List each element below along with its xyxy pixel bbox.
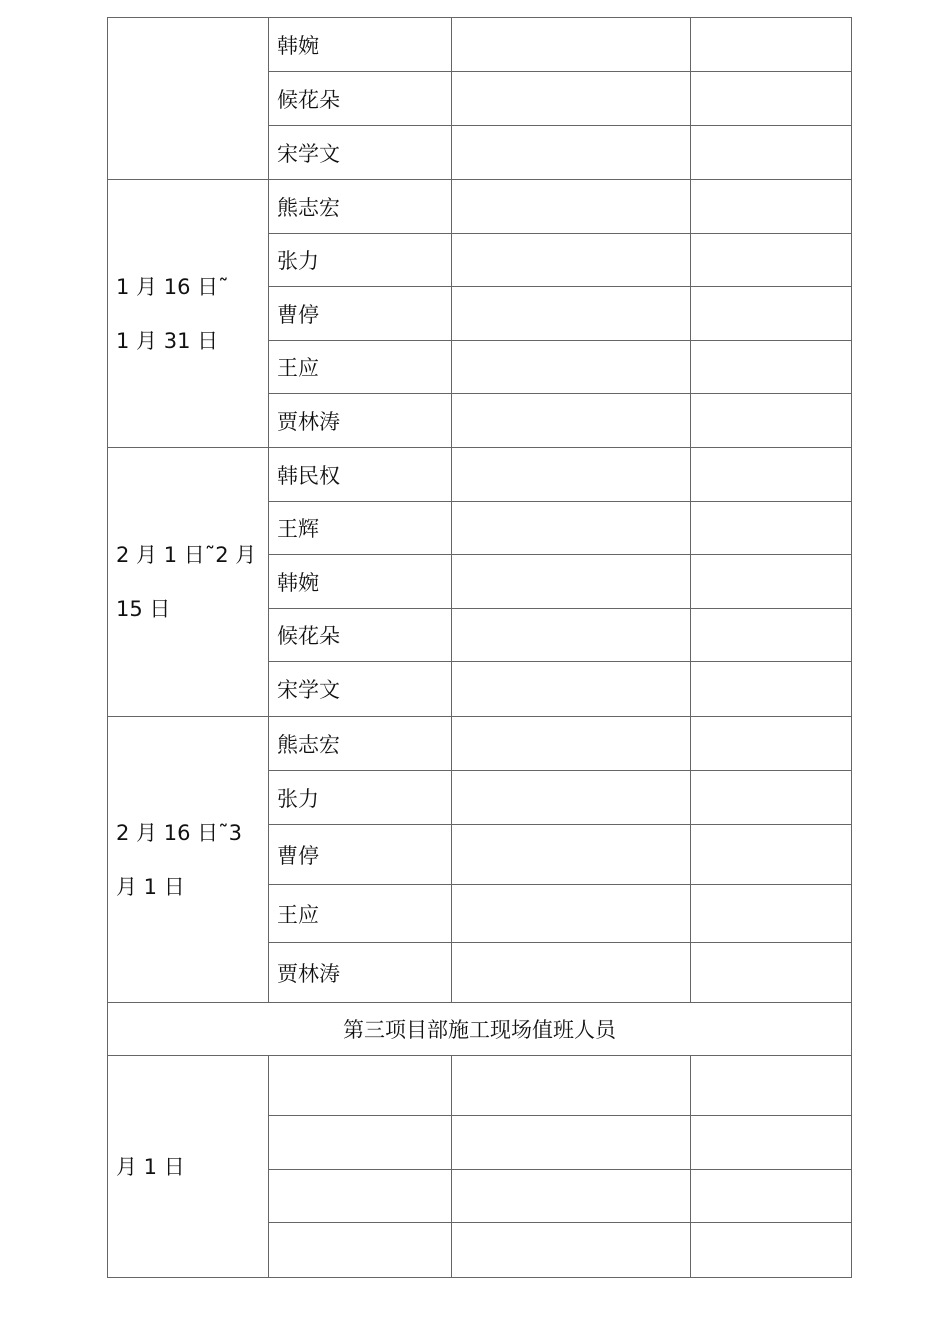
blank-cell <box>452 234 691 287</box>
name-cell <box>269 1170 452 1223</box>
blank-cell <box>452 825 691 885</box>
name-cell <box>269 1116 452 1170</box>
blank-cell <box>691 1223 852 1278</box>
name-cell: 张力 <box>269 234 452 287</box>
name-cell: 王应 <box>269 341 452 394</box>
duty-roster-table <box>107 17 852 1278</box>
period-line: 1 月 31 日 <box>116 328 219 353</box>
blank-cell <box>691 234 852 287</box>
period-line: 月 1 日 <box>116 874 185 899</box>
blank-cell <box>452 662 691 717</box>
table-row <box>108 18 852 72</box>
name-cell: 曹停 <box>269 287 452 341</box>
blank-cell <box>452 717 691 771</box>
name-cell: 王辉 <box>269 502 452 555</box>
period-cell-empty <box>108 18 269 180</box>
blank-cell <box>452 943 691 1003</box>
name-cell: 贾林涛 <box>269 394 452 448</box>
name-cell: 张力 <box>269 771 452 825</box>
blank-cell <box>691 18 852 72</box>
blank-cell <box>452 394 691 448</box>
blank-cell <box>691 771 852 825</box>
table-row <box>108 180 852 234</box>
name-cell: 候花朵 <box>269 609 452 662</box>
period-cell <box>108 448 269 717</box>
blank-cell <box>691 825 852 885</box>
blank-cell <box>691 885 852 943</box>
blank-cell <box>452 502 691 555</box>
blank-cell <box>691 287 852 341</box>
name-cell: 韩民权 <box>269 448 452 502</box>
blank-cell <box>691 1116 852 1170</box>
name-cell: 候花朵 <box>269 72 452 126</box>
name-cell: 宋学文 <box>269 662 452 717</box>
table-row <box>108 448 852 502</box>
name-cell: 熊志宏 <box>269 717 452 771</box>
blank-cell <box>691 394 852 448</box>
blank-cell <box>452 609 691 662</box>
section-title: 第三项目部施工现场值班人员 <box>108 1003 852 1056</box>
name-cell <box>269 1223 452 1278</box>
blank-cell <box>691 180 852 234</box>
blank-cell <box>691 1056 852 1116</box>
period-cell <box>108 180 269 448</box>
blank-cell <box>452 180 691 234</box>
period-cell <box>108 1056 269 1278</box>
blank-cell <box>452 341 691 394</box>
blank-cell <box>452 1223 691 1278</box>
period-line: 2 月 1 日˜2 月 <box>116 543 257 567</box>
name-cell <box>269 1056 452 1116</box>
blank-cell <box>691 662 852 717</box>
blank-cell <box>452 72 691 126</box>
blank-cell <box>691 943 852 1003</box>
blank-cell <box>452 1056 691 1116</box>
blank-cell <box>452 448 691 502</box>
period-line: 2 月 16 日˜3 <box>116 820 242 845</box>
blank-cell <box>452 555 691 609</box>
name-cell: 曹停 <box>269 825 452 885</box>
name-cell: 韩婉 <box>269 555 452 609</box>
blank-cell <box>691 341 852 394</box>
period-line: 15 日 <box>116 597 171 621</box>
name-cell: 熊志宏 <box>269 180 452 234</box>
blank-cell <box>452 1170 691 1223</box>
blank-cell <box>691 609 852 662</box>
blank-cell <box>691 72 852 126</box>
blank-cell <box>691 555 852 609</box>
blank-cell <box>691 1170 852 1223</box>
table-row <box>108 1056 852 1116</box>
name-cell: 宋学文 <box>269 126 452 180</box>
blank-cell <box>452 287 691 341</box>
blank-cell <box>691 717 852 771</box>
period-cell <box>108 717 269 1003</box>
period-line: 月 1 日 <box>116 1154 185 1179</box>
table-row <box>108 1003 852 1056</box>
blank-cell <box>452 885 691 943</box>
name-cell: 贾林涛 <box>269 943 452 1003</box>
name-cell: 韩婉 <box>269 18 452 72</box>
blank-cell <box>452 771 691 825</box>
blank-cell <box>691 126 852 180</box>
period-line: 1 月 16 日˜ <box>116 274 229 299</box>
blank-cell <box>452 126 691 180</box>
name-cell: 王应 <box>269 885 452 943</box>
blank-cell <box>452 1116 691 1170</box>
blank-cell <box>691 448 852 502</box>
blank-cell <box>452 18 691 72</box>
table-row <box>108 717 852 771</box>
blank-cell <box>691 502 852 555</box>
